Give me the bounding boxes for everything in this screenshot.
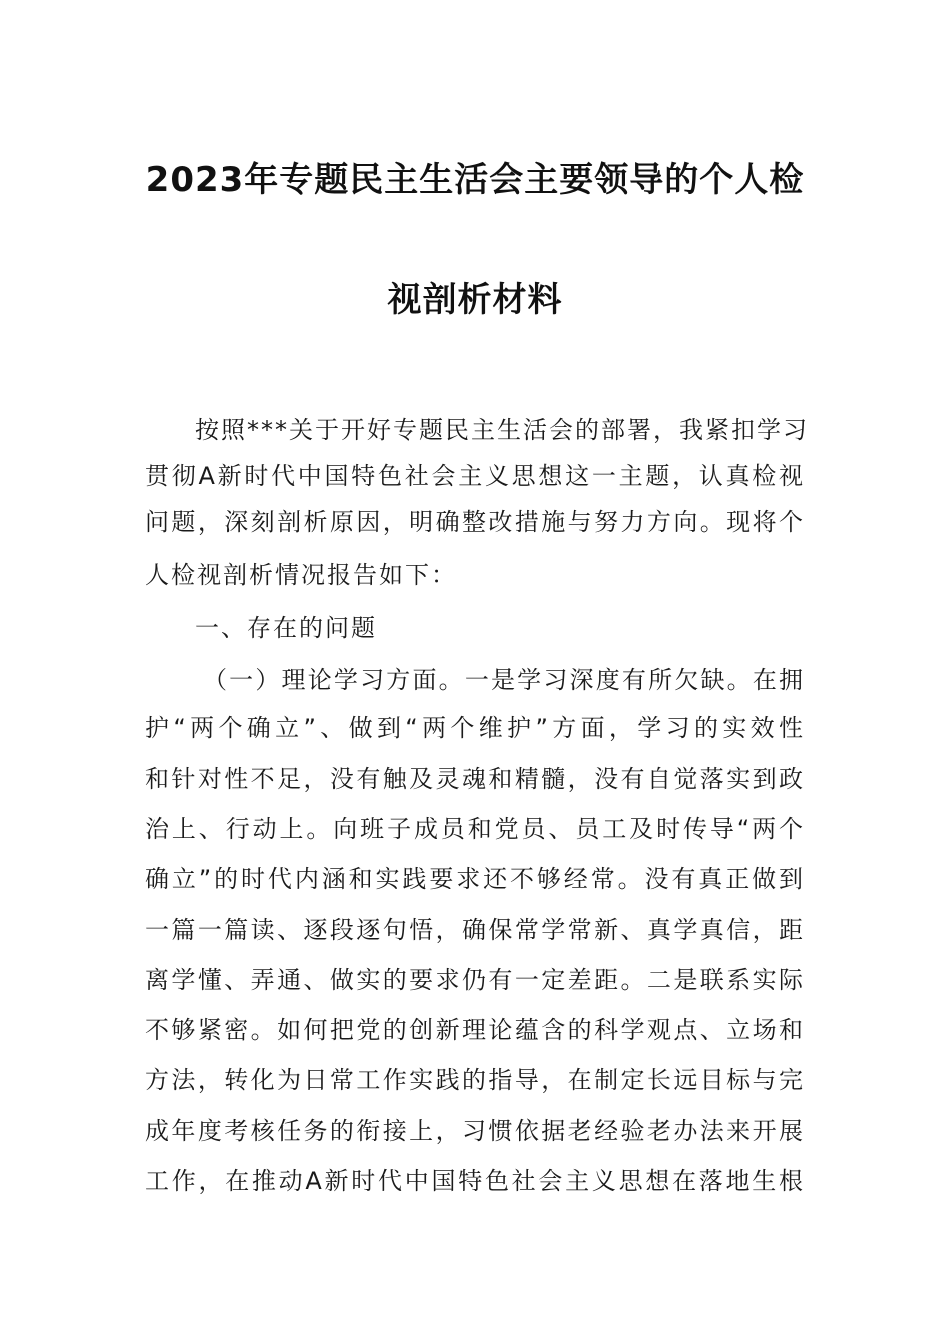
paragraph-theory-line-8: 不够紧密。如何把党的创新理论蕴含的科学观点、立场和 [145,1016,805,1044]
paragraph-intro-line-2: 贯彻A新时代中国特色社会主义思想这一主题，认真检视 [145,462,805,490]
paragraph-intro-line-1: 按照***关于开好专题民主生活会的部署，我紧扣学习 [195,416,809,444]
paragraph-theory-line-7: 离学懂、弄通、做实的要求仍有一定差距。二是联系实际 [145,966,805,994]
paragraph-theory-line-1: （一）理论学习方面。一是学习深度有所欠缺。在拥 [203,666,805,694]
document-title-line-2: 视剖析材料 [387,280,563,320]
paragraph-intro-line-3: 问题，深刻剖析原因，明确整改措施与努力方向。现将个 [145,508,805,536]
section-heading-problems: 一、存在的问题 [195,614,377,642]
paragraph-theory-line-3: 和针对性不足，没有触及灵魂和精髓，没有自觉落实到政 [145,765,805,793]
paragraph-theory-line-4: 治上、行动上。向班子成员和党员、员工及时传导“两个 [145,815,805,843]
paragraph-theory-line-2: 护“两个确立”、做到“两个维护”方面，学习的实效性 [145,714,805,742]
paragraph-theory-line-11: 工作，在推动A新时代中国特色社会主义思想在落地生根 [145,1167,805,1195]
paragraph-theory-line-10: 成年度考核任务的衔接上，习惯依据老经验老办法来开展 [145,1117,805,1145]
document-title-line-1: 2023年专题民主生活会主要领导的个人检 [145,160,805,200]
paragraph-theory-line-5: 确立”的时代内涵和实践要求还不够经常。没有真正做到 [145,865,805,893]
paragraph-intro-line-4: 人检视剖析情况报告如下： [145,561,457,589]
paragraph-theory-line-6: 一篇一篇读、逐段逐句悟，确保常学常新、真学真信，距 [145,916,805,944]
paragraph-theory-line-9: 方法，转化为日常工作实践的指导，在制定长远目标与完 [145,1066,805,1094]
